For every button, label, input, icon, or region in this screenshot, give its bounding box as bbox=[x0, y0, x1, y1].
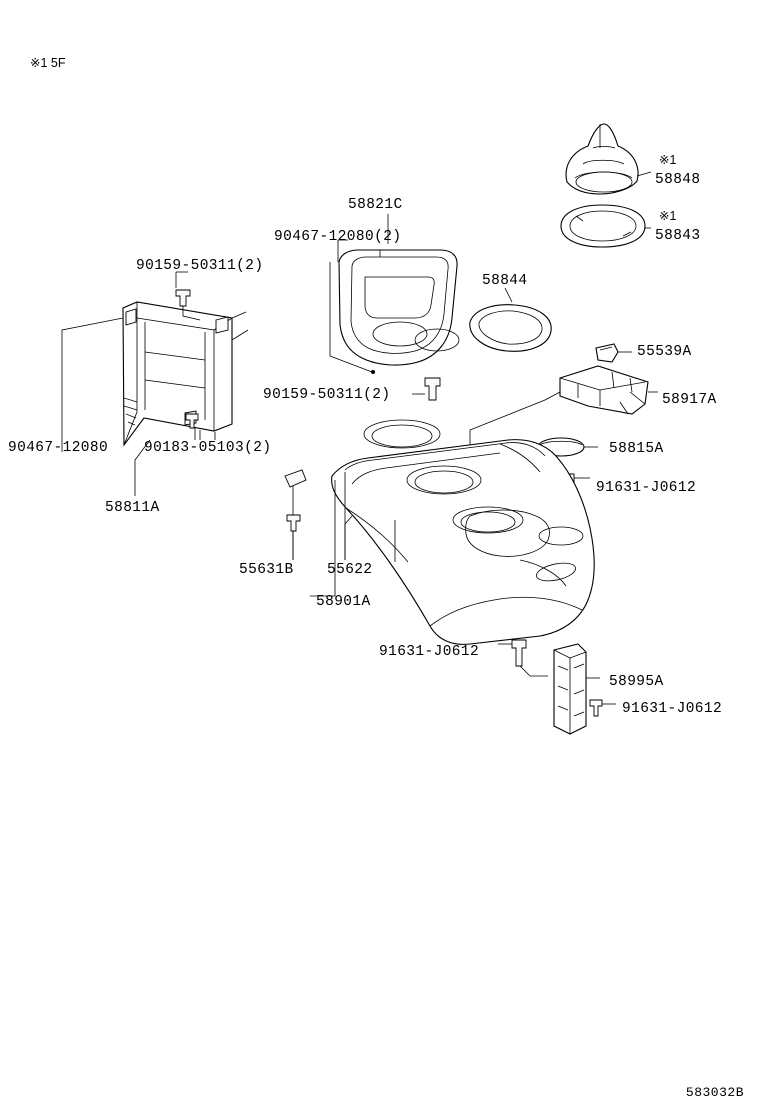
label-90159-50311-2-top[interactable]: 90159-50311(2) bbox=[136, 258, 264, 274]
part-91631-J0612-bolt-bracket bbox=[590, 700, 616, 716]
label-58848[interactable]: 58848 bbox=[655, 172, 701, 188]
label-91631-J0612-upper[interactable]: 91631-J0612 bbox=[596, 480, 697, 496]
label-58844[interactable]: 58844 bbox=[482, 273, 528, 289]
part-58811A-front-bracket bbox=[123, 302, 232, 445]
label-55622[interactable]: 55622 bbox=[327, 562, 373, 578]
label-58815A[interactable]: 58815A bbox=[609, 441, 664, 457]
label-58843[interactable]: 58843 bbox=[655, 228, 701, 244]
note-mark-58843: ※1 bbox=[659, 209, 677, 223]
part-91631-J0612-bolt-lower bbox=[498, 640, 548, 676]
note-5f: ※1 5F bbox=[30, 56, 66, 70]
diagram-code: 583032B bbox=[685, 1085, 744, 1100]
part-55631B-cup-holder-insert bbox=[285, 470, 306, 487]
label-58821C[interactable]: 58821C bbox=[348, 197, 403, 213]
label-90467-12080-2[interactable]: 90467-12080(2) bbox=[274, 229, 402, 245]
label-91631-J0612-lower[interactable]: 91631-J0612 bbox=[379, 644, 480, 660]
part-58995A-side-bracket bbox=[554, 644, 586, 734]
part-55539A-clip bbox=[596, 344, 618, 362]
part-58844-console-ring bbox=[470, 305, 551, 352]
part-58917A-rear-bracket bbox=[560, 366, 648, 414]
part-58843-retainer-ring bbox=[561, 205, 645, 247]
part-58821C-upper-panel bbox=[339, 250, 459, 365]
label-91631-J0612-bracket[interactable]: 91631-J0612 bbox=[622, 701, 723, 717]
label-55631B[interactable]: 55631B bbox=[239, 562, 294, 578]
label-90159-50311-2-mid[interactable]: 90159-50311(2) bbox=[263, 387, 391, 403]
part-90159-50311-screw-mid bbox=[425, 378, 440, 400]
part-55622-cup-holder bbox=[287, 515, 352, 560]
label-58995A[interactable]: 58995A bbox=[609, 674, 664, 690]
label-58917A[interactable]: 58917A bbox=[662, 392, 717, 408]
label-55539A[interactable]: 55539A bbox=[637, 344, 692, 360]
part-58848-shift-boot bbox=[566, 124, 638, 194]
note-mark-58848: ※1 bbox=[659, 153, 677, 167]
label-58901A[interactable]: 58901A bbox=[316, 594, 371, 610]
label-90467-12080[interactable]: 90467-12080 bbox=[8, 440, 109, 456]
label-58811A[interactable]: 58811A bbox=[105, 500, 160, 516]
label-90183-05103-2[interactable]: 90183-05103(2) bbox=[144, 440, 272, 456]
